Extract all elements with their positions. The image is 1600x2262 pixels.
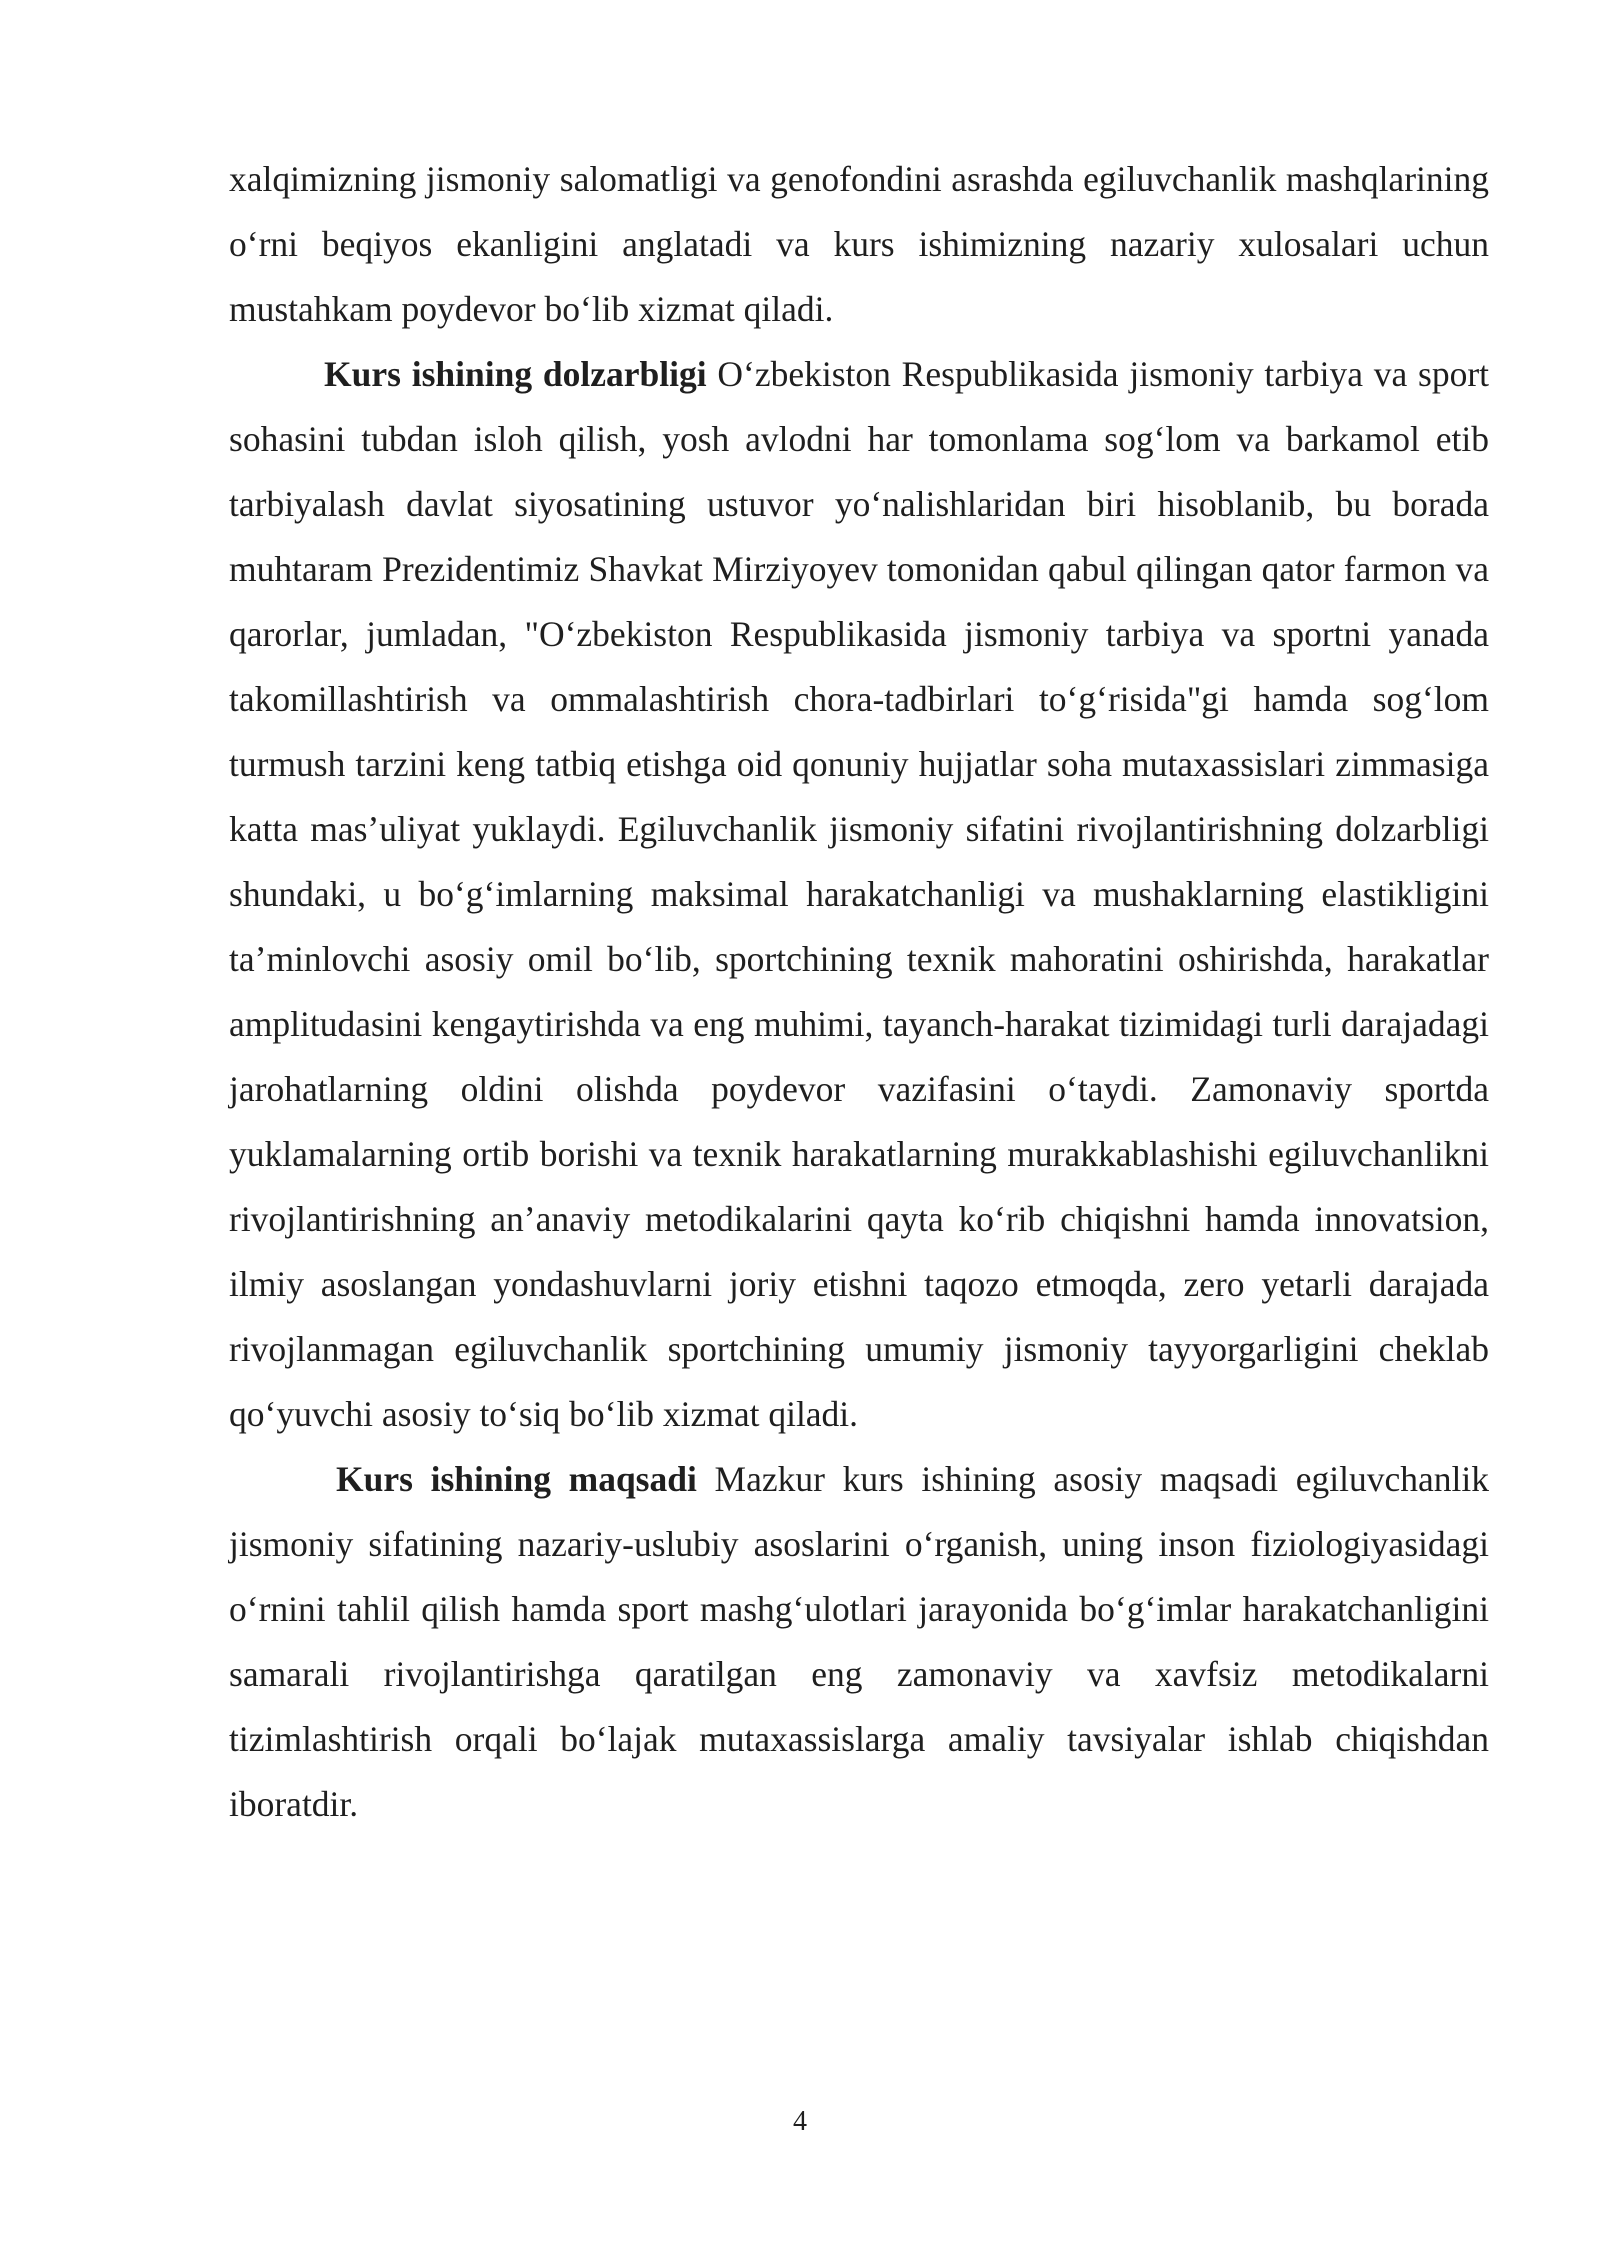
paragraph-goal	[229, 1447, 1489, 1837]
paragraph-text: Oʻzbekiston Respublikasida jismoniy tarbiya va sport sohasini tubdan isloh qilish, yosh avlodni har tomonlama sogʻlom va barkamol etib tarbiyalash davlat siyosatining ustuvor yoʻnalishlaridan biri hisoblanib, bu borada muhtaram Prezidentimiz Shavkat Mirziyoyev tomonidan qabul qilingan qator farmon va qarorlar, jumladan, "Oʻzbekiston Respublikasida jismoniy tarbiya va sportni yanada takomillashtirish va ommalashtirish chora-tadbirlari toʻgʻrisida"gi hamda sogʻlom turmush tarzini keng tatbiq etishga oid qonuniy hujjatlar soha mutaxassislari zimmasiga katta masʼuliyat yuklaydi. Egiluvchanlik jismoniy sifatini rivojlantirishning dolzarbligi shundaki, u boʻgʻimlarning maksimal harakatchanligi va mushaklarning elastikligini taʼminlovchi asosiy omil boʻlib, sportchining texnik mahoratini oshirishda, harakatlar amplitudasini kengaytirishda va eng muhimi, tayanch-harakat tizimidagi turli darajadagi jarohatlarning oldini olishda poydevor vazifasini oʻtaydi. Zamonaviy sportda yuklamalarning ortib borishi va texnik harakatlarning murakkablashishi egiluvchanlikni rivojlantirishning anʼanaviy metodikalarini qayta koʻrib chiqishni hamda innovatsion, ilmiy asoslangan yondashuvlarni joriy etishni taqozo etmoqda, zero yetarli darajada rivojlanmagan egiluvchanlik sportchining umumiy jismoniy tayyorgarligini cheklab qoʻyuvchi asosiy toʻsiq boʻlib xizmat qiladi.	[229, 354, 1490, 1434]
paragraph-lead-relevance: Kurs ishining dolzarbligi	[324, 354, 707, 394]
paragraph-continuation	[229, 147, 1489, 342]
paragraph-relevance	[229, 342, 1489, 1447]
page-number: 4	[793, 2106, 807, 2137]
paragraph-text: Mazkur kurs ishining asosiy maqsadi egiluvchanlik jismoniy sifatining nazariy-uslubiy asoslarini oʻrganish, uning inson fiziologiyasidagi oʻrnini tahlil qilish hamda sport mashgʻulotlari jarayonida boʻgʻimlar harakatchanligini samarali rivojlantirishga qaratilgan eng zamonaviy va xavfsiz metodikalarni tizimlashtirish orqali boʻlajak mutaxassislarga amaliy tavsiyalar ishlab chiqishdan iboratdir.	[229, 1459, 1489, 1824]
page-body	[229, 147, 1489, 1837]
paragraph-text: xalqimizning jismoniy salomatligi va genofondini asrashda egiluvchanlik mashqlarining oʻrni beqiyos ekanligini anglatadi va kurs ishimizning nazariy xulosalari uchun mustahkam poydevor boʻlib xizmat qiladi.	[229, 159, 1489, 329]
paragraph-lead-goal: Kurs ishining maqsadi	[336, 1459, 697, 1499]
